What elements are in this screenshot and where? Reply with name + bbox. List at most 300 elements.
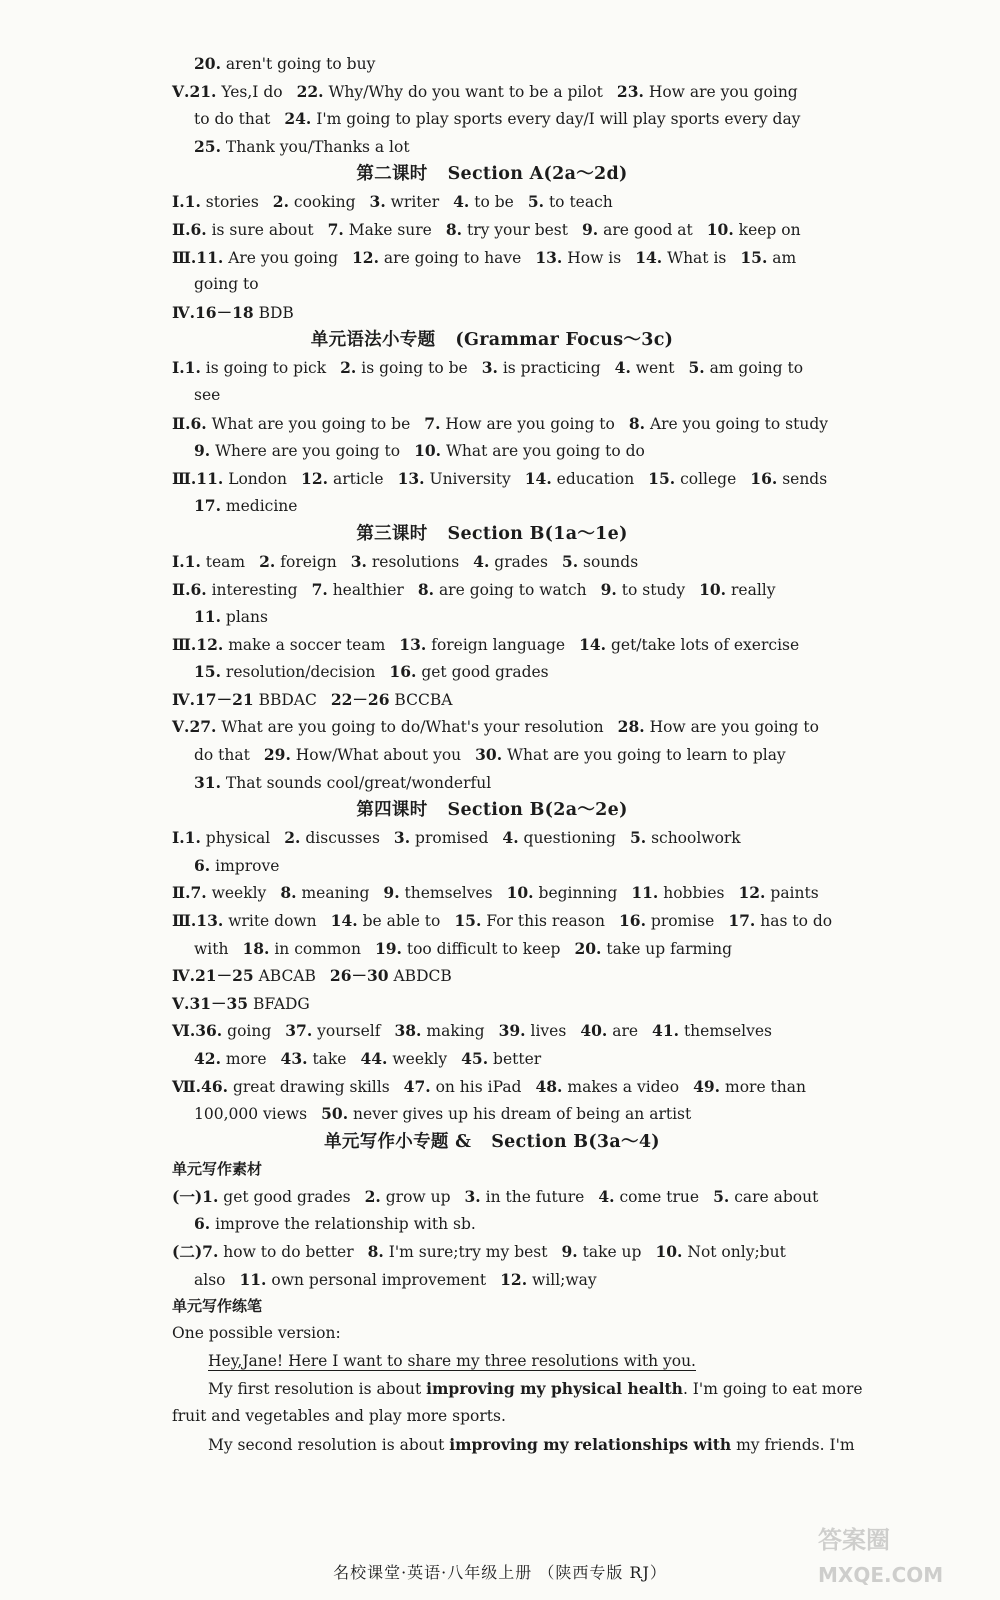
answer-item xyxy=(190,415,410,433)
answer-text: own personal improvement xyxy=(271,1270,487,1289)
part-number: (二) xyxy=(172,1241,203,1261)
answer-item xyxy=(360,1050,447,1068)
answer-item xyxy=(368,1243,548,1261)
section-heading xyxy=(172,326,812,354)
answer-item xyxy=(194,663,375,681)
question-number: 13. xyxy=(196,911,224,931)
answer-item xyxy=(619,912,714,930)
answer-text: too difficult to keep xyxy=(406,939,561,958)
answer-item xyxy=(196,470,287,488)
question-number: 41. xyxy=(652,1021,680,1041)
section-heading-cn: 第三课时 xyxy=(356,523,428,544)
question-number: 2. xyxy=(364,1186,381,1206)
answer-text: on his iPad xyxy=(435,1077,522,1096)
part-number: Ⅳ. xyxy=(172,302,195,322)
answer-line xyxy=(172,492,812,520)
answer-text: grades xyxy=(494,552,548,571)
answer-text: Where are you going to xyxy=(215,442,401,461)
question-number: 13. xyxy=(399,634,427,654)
question-number: 13. xyxy=(397,468,425,488)
answer-text: also xyxy=(194,1270,226,1289)
answer-item xyxy=(389,663,548,681)
answer-item xyxy=(194,442,400,460)
question-number: 19. xyxy=(374,938,402,958)
answer-item xyxy=(713,1188,818,1206)
question-number: 14. xyxy=(330,911,358,931)
part-number: Ⅵ. xyxy=(172,1021,196,1041)
answer-item xyxy=(330,967,452,985)
section-heading-en: (Grammar Focus～3c) xyxy=(455,330,674,351)
answer-item xyxy=(502,829,616,847)
question-number: 15. xyxy=(648,468,676,488)
answer-item xyxy=(297,83,603,101)
question-number: 10. xyxy=(506,883,534,903)
question-number: 27. xyxy=(189,717,217,737)
answer-text: grow up xyxy=(385,1187,451,1206)
part-number: Ⅴ. xyxy=(172,717,190,737)
question-number: 7. xyxy=(311,579,328,599)
answer-item xyxy=(189,718,603,736)
essay-bold-text: improving my physical health xyxy=(426,1379,683,1399)
answer-item xyxy=(465,1188,585,1206)
answer-text: What are you going to learn to play xyxy=(507,746,786,765)
answer-text: schoolwork xyxy=(651,829,741,848)
question-number: 2. xyxy=(259,551,276,571)
question-number: 17. xyxy=(728,911,756,931)
question-number: 49. xyxy=(693,1076,721,1096)
question-number: 21－25 xyxy=(195,966,254,986)
answer-text: take xyxy=(312,1050,347,1068)
question-number: 8. xyxy=(445,219,463,239)
question-number: 7. xyxy=(202,1241,219,1261)
answer-text: take up xyxy=(582,1242,642,1261)
question-number: 21. xyxy=(189,81,217,101)
answer-line xyxy=(172,879,819,907)
part-number: (一) xyxy=(172,1186,203,1206)
part-number: Ⅰ. xyxy=(172,358,185,378)
answer-item xyxy=(202,1188,350,1206)
question-number: 29. xyxy=(263,745,291,765)
answer-item xyxy=(301,470,384,488)
answer-text: Not only;but xyxy=(687,1242,786,1261)
answer-line xyxy=(172,78,812,106)
question-number: 42. xyxy=(194,1049,221,1068)
essay-text: My first resolution is about xyxy=(208,1380,427,1399)
answer-item xyxy=(259,553,337,571)
question-number: 1. xyxy=(184,551,201,571)
part-number: Ⅰ. xyxy=(172,551,185,571)
question-number: 22－26 xyxy=(330,689,390,709)
answer-item xyxy=(351,553,459,571)
answer-item xyxy=(574,940,732,958)
answer-text: do that xyxy=(194,746,250,765)
answer-text: plans xyxy=(225,608,268,627)
question-number: 46. xyxy=(201,1076,229,1096)
answer-item xyxy=(688,359,803,377)
answer-text: beginning xyxy=(538,884,618,903)
answer-item xyxy=(473,553,548,571)
answer-item xyxy=(635,249,726,267)
answer-item xyxy=(630,829,741,847)
answer-item xyxy=(264,746,461,764)
answer-text: get/take lots of exercise xyxy=(610,635,800,654)
answer-text: really xyxy=(731,580,776,599)
answer-item xyxy=(693,1078,806,1096)
question-number: 4. xyxy=(614,358,631,378)
answer-item xyxy=(195,304,294,322)
answer-item xyxy=(195,967,316,985)
answer-item xyxy=(454,912,605,930)
answer-line xyxy=(172,382,812,410)
answer-text: better xyxy=(493,1050,542,1068)
answer-item xyxy=(535,249,621,267)
text-line: One possible version: xyxy=(172,1324,341,1343)
answer-text: see xyxy=(194,385,221,404)
question-number: 5. xyxy=(688,358,705,378)
answer-text: is going to be xyxy=(361,359,468,378)
answer-text: lives xyxy=(530,1022,567,1041)
question-number: 12. xyxy=(301,468,329,488)
answer-item xyxy=(196,249,338,267)
answer-item xyxy=(284,829,380,847)
answer-text: themselves xyxy=(404,884,493,903)
answer-item xyxy=(601,581,685,599)
answer-text: paints xyxy=(770,884,819,903)
question-number: 3. xyxy=(350,551,367,571)
answer-text: University xyxy=(429,469,511,488)
answer-text: weekly xyxy=(211,884,267,903)
answer-text: 100,000 views xyxy=(194,1105,308,1124)
answer-text: Are you going to study xyxy=(649,414,829,433)
answer-item xyxy=(281,1050,347,1068)
answer-text: team xyxy=(205,552,246,571)
answer-item xyxy=(424,415,615,433)
answer-item xyxy=(194,1105,307,1123)
question-number: 6. xyxy=(190,413,207,433)
question-number: 8. xyxy=(628,413,645,433)
answer-text: ABDCB xyxy=(393,967,452,986)
answer-text: is practicing xyxy=(502,359,601,378)
answer-text: BBDAC xyxy=(258,690,317,709)
question-number: 15. xyxy=(740,247,768,267)
answer-line xyxy=(172,824,812,852)
answer-line xyxy=(172,465,828,493)
answer-line xyxy=(172,1017,812,1045)
answer-text: is going to pick xyxy=(205,359,327,378)
answer-text: are good at xyxy=(603,220,693,239)
answer-line xyxy=(172,1183,819,1211)
answer-item xyxy=(655,1243,785,1261)
answer-item xyxy=(648,470,736,488)
answer-text: BDB xyxy=(258,303,294,322)
question-number: 16－18 xyxy=(195,302,254,322)
answer-line xyxy=(172,576,812,604)
section-heading xyxy=(172,160,812,188)
answer-item xyxy=(580,1022,638,1040)
question-number: 1. xyxy=(184,828,201,848)
answer-item xyxy=(615,359,675,377)
answer-text: sends xyxy=(782,469,828,488)
answer-item xyxy=(629,415,828,433)
answer-page xyxy=(172,50,863,1458)
essay-text: my friends. I'm xyxy=(731,1435,855,1454)
answer-item xyxy=(194,940,228,958)
question-number: 11. xyxy=(196,247,224,267)
part-number: Ⅱ. xyxy=(172,219,191,239)
section-heading xyxy=(172,1128,812,1156)
question-number: 7. xyxy=(424,413,441,433)
question-number: 18. xyxy=(242,938,270,958)
answer-text: to do that xyxy=(194,110,271,129)
answer-text: interesting xyxy=(211,580,298,599)
answer-line xyxy=(172,1210,812,1238)
answer-text: get good grades xyxy=(223,1187,351,1206)
question-number: 14. xyxy=(524,468,552,488)
answer-text: article xyxy=(332,469,384,488)
answer-item xyxy=(652,1022,772,1040)
answer-text: What are you going to be xyxy=(211,414,411,433)
answer-item xyxy=(239,1271,486,1289)
answer-item xyxy=(507,884,618,902)
answer-item xyxy=(738,884,818,902)
answer-item xyxy=(185,829,271,847)
answer-text: meaning xyxy=(301,884,370,903)
answer-item xyxy=(202,1243,353,1261)
question-number: 4. xyxy=(598,1186,615,1206)
question-number: 23. xyxy=(616,81,644,101)
answer-item xyxy=(196,636,385,654)
section-heading-en: Section B(3a～4) xyxy=(491,1131,660,1152)
answer-line xyxy=(172,769,812,797)
answer-text: How are you going xyxy=(648,82,798,101)
answer-text: never gives up his dream of being an artist xyxy=(353,1105,692,1124)
question-number: 2. xyxy=(272,192,289,212)
answer-text: Are you going xyxy=(228,248,339,267)
answer-item xyxy=(340,359,468,377)
answer-line xyxy=(172,907,833,935)
answer-item xyxy=(189,995,309,1013)
question-number: 7. xyxy=(327,219,344,239)
essay-line xyxy=(172,1431,855,1459)
answer-line xyxy=(172,1238,812,1266)
question-number: 3. xyxy=(481,358,498,378)
answer-line xyxy=(172,658,812,686)
question-number: 17－21 xyxy=(195,689,254,709)
answer-text: promise xyxy=(650,912,715,931)
answer-text: went xyxy=(635,359,675,378)
answer-line xyxy=(172,216,812,244)
answer-item xyxy=(190,221,313,239)
essay-text: fruit and vegetables and play more sports. xyxy=(172,1406,506,1425)
answer-line xyxy=(172,713,819,741)
answer-item xyxy=(328,221,432,239)
answer-item xyxy=(352,249,521,267)
section-heading-en: Section B(2a～2e) xyxy=(447,800,628,821)
essay-bold-text: improving my relationships with xyxy=(449,1434,732,1454)
sub-heading: 单元写作素材 xyxy=(172,1159,263,1178)
answer-item xyxy=(370,193,440,211)
question-number: 10. xyxy=(706,219,734,239)
section-heading-en: Section A(2a～2d) xyxy=(447,164,628,185)
answer-line xyxy=(172,1073,812,1101)
answer-item xyxy=(285,1022,380,1040)
answer-item xyxy=(446,221,568,239)
answer-text: sounds xyxy=(583,552,639,571)
answer-text: is sure about xyxy=(211,220,314,239)
question-number: 43. xyxy=(280,1049,308,1068)
answer-text: Yes,I do xyxy=(221,82,283,101)
answer-item xyxy=(273,193,356,211)
answer-item xyxy=(185,359,326,377)
answer-item xyxy=(740,249,796,267)
section-heading-en: Section B(1a～1e) xyxy=(447,523,628,544)
answer-item xyxy=(528,193,613,211)
question-number: 13. xyxy=(535,247,563,267)
question-number: 8. xyxy=(280,883,297,903)
question-number: 6. xyxy=(194,855,211,875)
question-number: 1. xyxy=(184,192,201,212)
answer-line xyxy=(172,990,812,1018)
answer-item xyxy=(185,193,259,211)
answer-text: What are you going to do xyxy=(445,442,645,461)
answer-text: be able to xyxy=(362,912,441,931)
answer-item xyxy=(598,1188,699,1206)
answer-text: am xyxy=(772,248,797,267)
question-number: 9. xyxy=(194,441,211,461)
question-number: 20. xyxy=(574,938,602,958)
answer-text: college xyxy=(680,469,737,488)
question-number: 30. xyxy=(475,745,503,765)
answer-line xyxy=(172,271,812,299)
question-number: 8. xyxy=(417,579,434,599)
answer-item xyxy=(418,581,587,599)
question-number: 31. xyxy=(194,772,221,792)
answer-text: BCCBA xyxy=(394,690,453,709)
answer-item xyxy=(194,774,491,792)
answer-text: questioning xyxy=(523,829,616,848)
question-number: 22. xyxy=(296,81,324,101)
question-number: 2. xyxy=(340,358,357,378)
essay-text: My second resolution is about xyxy=(208,1435,450,1454)
part-number: Ⅲ. xyxy=(172,634,197,654)
part-number: Ⅶ. xyxy=(172,1076,202,1096)
answer-item xyxy=(562,553,638,571)
answer-item xyxy=(194,1215,476,1233)
answer-text: in the future xyxy=(485,1187,585,1206)
part-number: Ⅴ. xyxy=(172,81,190,101)
answer-item xyxy=(398,470,511,488)
answer-text: are xyxy=(612,1022,639,1041)
answer-text: foreign xyxy=(280,552,337,571)
watermark-logo xyxy=(812,1518,982,1592)
answer-item xyxy=(535,1078,679,1096)
answer-item xyxy=(201,1078,390,1096)
answer-item xyxy=(194,497,297,515)
question-number: 11. xyxy=(631,883,659,903)
question-number: 38. xyxy=(394,1021,422,1041)
question-number: 37. xyxy=(285,1021,313,1041)
answer-item xyxy=(579,636,799,654)
answer-text: Why/Why do you want to be a pilot xyxy=(328,82,603,101)
question-number: 9. xyxy=(383,883,400,903)
answer-text: How are you going to xyxy=(445,414,615,433)
answer-text: I'm going to play sports every day/I will play sports every day xyxy=(316,110,801,129)
section-heading-cn: 第四课时 xyxy=(356,800,428,821)
question-number: 10. xyxy=(699,579,727,599)
question-number: 3. xyxy=(369,192,386,212)
answer-text: weekly xyxy=(392,1050,448,1068)
question-number: 12. xyxy=(500,1269,528,1289)
question-number: 7. xyxy=(190,883,207,903)
question-number: 9. xyxy=(581,219,599,239)
answer-text: improve the relationship with sb. xyxy=(215,1215,476,1234)
question-number: 20. xyxy=(194,54,221,73)
answer-item xyxy=(194,608,268,626)
question-number: 40. xyxy=(580,1021,608,1041)
answer-line xyxy=(172,548,812,576)
answer-item xyxy=(453,193,514,211)
answer-text: physical xyxy=(205,829,271,848)
answer-item xyxy=(500,1271,597,1289)
page-footer: 名校课堂·英语·八年级上册 （陕西专版 RJ） xyxy=(333,1563,667,1582)
question-number: 5. xyxy=(527,192,545,212)
question-number: 11. xyxy=(196,468,224,488)
answer-line xyxy=(172,962,812,990)
answer-text: ABCAB xyxy=(258,967,316,986)
essay-line xyxy=(172,1403,812,1431)
question-number: 47. xyxy=(403,1076,431,1096)
answer-text: themselves xyxy=(683,1022,773,1041)
question-number: 15. xyxy=(454,911,482,931)
answer-item xyxy=(707,221,801,239)
section-heading-cn: 第二课时 xyxy=(356,164,428,185)
answer-line xyxy=(172,741,812,769)
watermark-bottom-text: MXQE.COM xyxy=(818,1563,944,1587)
question-number: 10. xyxy=(414,441,442,461)
answer-text: going to xyxy=(194,275,259,294)
part-number: Ⅱ. xyxy=(172,413,191,433)
question-number: 31－35 xyxy=(189,993,249,1013)
answer-text: try your best xyxy=(466,220,568,239)
answer-line xyxy=(172,1266,812,1294)
part-number: Ⅱ. xyxy=(172,579,191,599)
answer-line xyxy=(172,105,812,133)
answer-text: stories xyxy=(205,193,259,212)
answer-line xyxy=(172,935,812,963)
answer-text: Make sure xyxy=(348,220,432,239)
section-heading-cn: 单元写作小专题 & xyxy=(324,1131,472,1152)
question-number: 15. xyxy=(194,662,221,682)
answer-text: BFADG xyxy=(253,994,310,1013)
answer-text: to teach xyxy=(548,193,613,212)
answer-item xyxy=(194,857,279,875)
answer-line xyxy=(172,133,812,161)
answer-text: am going to xyxy=(709,359,804,378)
question-number: 5. xyxy=(629,828,647,848)
answer-item xyxy=(321,1105,691,1123)
answer-text: write down xyxy=(228,912,317,931)
question-number: 6. xyxy=(190,579,207,599)
section-heading-cn: 单元语法小专题 xyxy=(310,330,436,351)
answer-item xyxy=(194,746,250,764)
answer-text: education xyxy=(556,469,635,488)
answer-text: What is xyxy=(667,248,727,267)
question-number: 11. xyxy=(194,607,221,627)
question-number: 39. xyxy=(498,1021,526,1041)
answer-item xyxy=(631,884,724,902)
answer-text: going xyxy=(227,1022,272,1041)
part-number: Ⅰ. xyxy=(172,828,185,848)
